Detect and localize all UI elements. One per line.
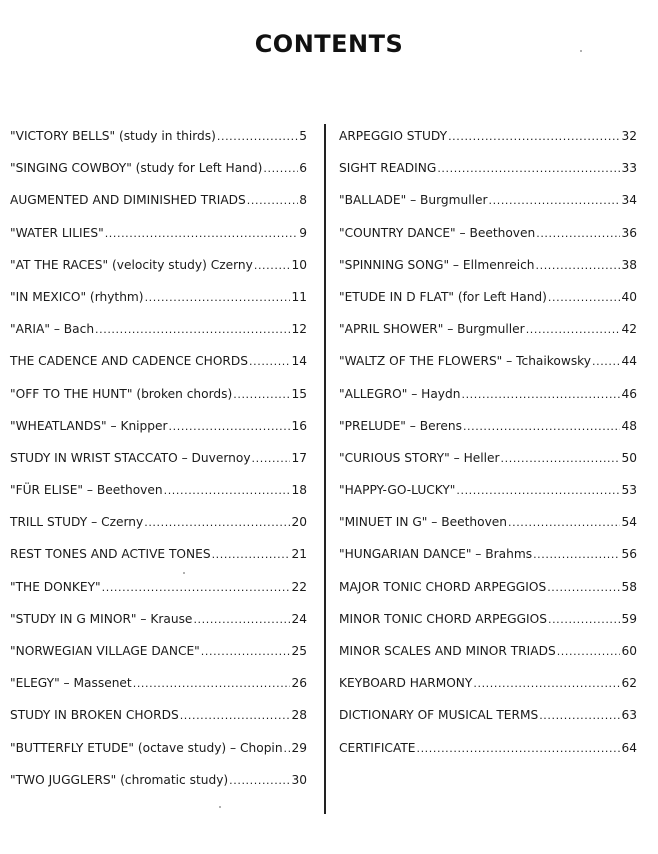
toc-entry-title: "WHEATLANDS" – Knipper xyxy=(10,418,168,433)
toc-entry xyxy=(339,603,637,635)
toc-entry-title: MINOR TONIC CHORD ARPEGGIOS xyxy=(339,611,547,626)
toc-entry xyxy=(10,249,307,281)
dot-leader xyxy=(473,668,620,700)
toc-entry-page: 40 xyxy=(621,289,637,304)
toc-entry-title: DICTIONARY OF MUSICAL TERMS xyxy=(339,708,539,723)
dot-leader xyxy=(229,765,290,797)
toc-entry xyxy=(339,506,637,538)
dot-leader xyxy=(508,507,620,539)
toc-entry-title: "IN MEXICO" (rhythm) xyxy=(10,289,144,304)
toc-entry-page: 12 xyxy=(291,322,307,337)
dot-leader xyxy=(548,604,621,636)
dot-leader xyxy=(212,539,291,571)
toc-entry xyxy=(10,378,307,410)
toc-entry-page: 30 xyxy=(291,772,307,787)
toc-entry xyxy=(10,571,307,603)
toc-entry-page: 20 xyxy=(291,515,307,530)
dot-leader xyxy=(144,507,290,539)
toc-entry xyxy=(10,764,307,796)
dot-leader xyxy=(463,411,621,443)
dot-leader xyxy=(536,218,620,250)
toc-entry xyxy=(339,345,637,377)
dot-leader xyxy=(533,539,620,571)
toc-entry-page: 56 xyxy=(621,547,637,562)
toc-entry-page: 46 xyxy=(621,386,637,401)
dot-leader xyxy=(254,250,291,282)
toc-entry-title: "ETUDE IN D FLAT" (for Left Hand) xyxy=(339,289,547,304)
toc-entry xyxy=(339,410,637,442)
contents-left-column xyxy=(10,120,307,796)
toc-entry xyxy=(10,120,307,152)
toc-entry xyxy=(339,699,637,731)
toc-entry xyxy=(339,281,637,313)
dot-leader xyxy=(416,733,620,765)
dot-leader xyxy=(448,121,620,153)
toc-entry xyxy=(10,474,307,506)
toc-entry xyxy=(339,442,637,474)
toc-entry xyxy=(10,345,307,377)
toc-entry-title: "WALTZ OF THE FLOWERS" – Tchaikowsky xyxy=(339,354,592,369)
toc-entry-title: "TWO JUGGLERS" (chromatic study) xyxy=(10,772,229,787)
toc-entry-page: 25 xyxy=(291,644,307,658)
dot-leader xyxy=(249,346,290,378)
toc-entry-page: 59 xyxy=(621,611,637,626)
toc-entry-title: "OFF TO THE HUNT" (broken chords) xyxy=(10,386,233,401)
toc-entry-title: REST TONES AND ACTIVE TONES xyxy=(10,547,211,562)
toc-entry-title: "FÜR ELISE" – Beethoven xyxy=(10,483,163,498)
toc-entry-page: 16 xyxy=(291,418,307,433)
toc-entry-title: "BALLADE" – Burgmuller xyxy=(339,193,488,208)
dot-leader xyxy=(133,668,291,700)
toc-entry-page: 62 xyxy=(621,676,637,691)
toc-entry-title: "STUDY IN G MINOR" – Krause xyxy=(10,611,193,626)
toc-entry-title: "PRELUDE" – Berens xyxy=(339,418,462,433)
dot-leader xyxy=(456,475,620,507)
toc-entry xyxy=(339,378,637,410)
toc-entry-title: AUGMENTED AND DIMINISHED TRIADS xyxy=(10,193,246,208)
dot-leader xyxy=(105,218,299,250)
toc-entry-page: 11 xyxy=(291,289,307,304)
paper-speck xyxy=(580,50,582,52)
toc-entry xyxy=(10,152,307,184)
toc-entry-page: 64 xyxy=(621,740,637,755)
toc-entry-title: CERTIFICATE xyxy=(339,740,416,755)
toc-entry xyxy=(339,474,637,506)
contents-right-column xyxy=(339,120,637,764)
toc-entry-page: 34 xyxy=(621,193,637,208)
toc-entry-title: STUDY IN WRIST STACCATO – Duvernoy xyxy=(10,450,251,465)
toc-entry xyxy=(339,667,637,699)
toc-entry xyxy=(10,506,307,538)
toc-entry xyxy=(10,699,307,731)
paper-speck xyxy=(183,572,185,574)
dot-leader xyxy=(217,121,298,153)
toc-entry-page: 44 xyxy=(621,354,637,369)
toc-entry xyxy=(339,120,637,152)
toc-entry xyxy=(339,635,637,667)
toc-entry-title: "NORWEGIAN VILLAGE DANCE" xyxy=(10,644,200,658)
toc-entry-title: MAJOR TONIC CHORD ARPEGGIOS xyxy=(339,579,547,594)
toc-entry-page: 60 xyxy=(621,644,637,658)
toc-entry-title: STUDY IN BROKEN CHORDS xyxy=(10,708,179,723)
toc-entry xyxy=(10,410,307,442)
toc-entry-title: "ARIA" – Bach xyxy=(10,322,95,337)
toc-entry-page: 63 xyxy=(621,708,637,723)
toc-entry-title: KEYBOARD HARMONY xyxy=(339,676,473,691)
toc-entry-title: "AT THE RACES" (velocity study) Czerny xyxy=(10,257,253,272)
toc-entry xyxy=(339,217,637,249)
toc-entry-title: "HUNGARIAN DANCE" – Brahms xyxy=(339,547,533,562)
toc-entry-title: "MINUET IN G" – Beethoven xyxy=(339,515,508,530)
toc-entry xyxy=(339,184,637,216)
toc-entry xyxy=(339,732,637,764)
toc-entry-title: "BUTTERFLY ETUDE" (octave study) – Chopin xyxy=(10,740,283,755)
toc-entry-page: 50 xyxy=(621,450,637,465)
column-divider xyxy=(324,124,326,814)
page-title: CONTENTS xyxy=(254,30,404,58)
toc-entry-title: "SPINNING SONG" – Ellmenreich xyxy=(339,257,535,272)
toc-entry-title: "CURIOUS STORY" – Heller xyxy=(339,450,500,465)
toc-entry-title: "HAPPY-GO-LUCKY" xyxy=(339,483,456,498)
toc-entry-title: MINOR SCALES AND MINOR TRIADS xyxy=(339,644,556,658)
toc-entry xyxy=(339,152,637,184)
toc-entry-page: 10 xyxy=(291,257,307,272)
toc-entry-title: "ELEGY" – Massenet xyxy=(10,676,132,691)
toc-entry-page: 29 xyxy=(291,740,307,755)
dot-leader xyxy=(547,572,620,604)
dot-leader xyxy=(592,346,620,378)
toc-entry xyxy=(10,442,307,474)
toc-entry-page: 17 xyxy=(291,450,307,465)
toc-entry xyxy=(10,603,307,635)
toc-entry-page: 28 xyxy=(291,708,307,723)
toc-entry-page: 14 xyxy=(291,354,307,369)
dot-leader xyxy=(263,153,298,185)
toc-entry-page: 9 xyxy=(299,225,307,240)
toc-entry-page: 48 xyxy=(621,418,637,433)
dot-leader xyxy=(102,572,291,604)
toc-entry-title: TRILL STUDY – Czerny xyxy=(10,515,144,530)
toc-entry-page: 15 xyxy=(291,386,307,401)
toc-entry-page: 26 xyxy=(291,676,307,691)
toc-entry xyxy=(339,571,637,603)
toc-entry-title: ARPEGGIO STUDY xyxy=(339,129,448,143)
toc-entry-page: 36 xyxy=(621,225,637,240)
dot-leader xyxy=(489,185,621,217)
toc-entry xyxy=(339,538,637,570)
toc-entry xyxy=(10,635,307,667)
dot-leader xyxy=(557,636,621,668)
toc-entry xyxy=(10,184,307,216)
toc-entry-title: "THE DONKEY" xyxy=(10,579,101,594)
toc-entry xyxy=(10,313,307,345)
toc-entry-page: 21 xyxy=(291,547,307,562)
dot-leader xyxy=(501,443,621,475)
dot-leader xyxy=(247,185,298,217)
dot-leader xyxy=(284,733,291,765)
toc-entry-title: THE CADENCE AND CADENCE CHORDS xyxy=(10,354,249,369)
toc-entry-page: 38 xyxy=(621,257,637,272)
dot-leader xyxy=(252,443,291,475)
dot-leader xyxy=(169,411,291,443)
dot-leader xyxy=(461,379,620,411)
toc-entry xyxy=(10,538,307,570)
dot-leader xyxy=(233,379,290,411)
dot-leader xyxy=(201,636,291,668)
toc-entry-title: "ALLEGRO" – Haydn xyxy=(339,386,461,401)
toc-entry-page: 32 xyxy=(621,129,637,143)
dot-leader xyxy=(145,282,291,314)
toc-entry xyxy=(10,732,307,764)
toc-entry-page: 42 xyxy=(621,322,637,337)
toc-entry xyxy=(339,313,637,345)
dot-leader xyxy=(180,700,291,732)
toc-entry-page: 6 xyxy=(299,161,307,176)
dot-leader xyxy=(526,314,621,346)
toc-entry-page: 5 xyxy=(299,129,307,143)
toc-entry-title: "WATER LILIES" xyxy=(10,225,104,240)
toc-entry-page: 18 xyxy=(291,483,307,498)
toc-entry xyxy=(339,249,637,281)
toc-entry-page: 22 xyxy=(291,579,307,594)
toc-entry-page: 8 xyxy=(299,193,307,208)
dot-leader xyxy=(536,250,621,282)
toc-entry-page: 33 xyxy=(621,161,637,176)
toc-entry-page: 58 xyxy=(621,579,637,594)
toc-entry xyxy=(10,217,307,249)
toc-entry xyxy=(10,667,307,699)
dot-leader xyxy=(548,282,621,314)
toc-entry xyxy=(10,281,307,313)
dot-leader xyxy=(164,475,291,507)
toc-entry-page: 54 xyxy=(621,515,637,530)
toc-entry-title: SIGHT READING xyxy=(339,161,437,176)
toc-entry-title: "SINGING COWBOY" (study for Left Hand) xyxy=(10,161,263,176)
dot-leader xyxy=(193,604,290,636)
dot-leader xyxy=(539,700,620,732)
paper-speck xyxy=(219,806,221,808)
toc-entry-page: 24 xyxy=(291,611,307,626)
toc-entry-title: "VICTORY BELLS" (study in thirds) xyxy=(10,129,216,143)
toc-entry-title: "COUNTRY DANCE" – Beethoven xyxy=(339,225,536,240)
dot-leader xyxy=(95,314,290,346)
toc-entry-page: 53 xyxy=(621,483,637,498)
dot-leader xyxy=(437,153,620,185)
toc-entry-title: "APRIL SHOWER" – Burgmuller xyxy=(339,322,525,337)
